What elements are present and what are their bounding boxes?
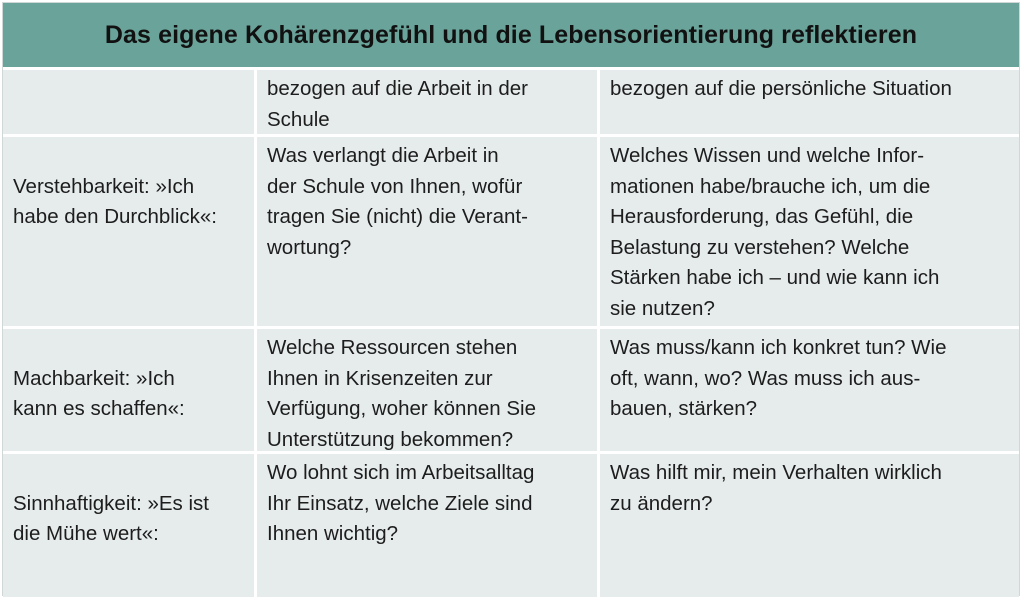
header-cell-work: bezogen auf die Arbeit in der Schule bbox=[257, 70, 597, 134]
header-cell-empty bbox=[3, 70, 254, 134]
row-sublabel bbox=[13, 325, 246, 326]
row-label-cell bbox=[3, 454, 254, 597]
row-label: Machbarkeit: »Ich kann es schaffen«: bbox=[13, 366, 185, 421]
row-label: Sinnhaftigkeit: »Es ist die Mühe wert«: bbox=[13, 491, 209, 546]
row-personal-cell: Was hilft mir, mein Verhalten wirklich zu ändern? bbox=[600, 454, 1019, 597]
spacer bbox=[13, 263, 246, 294]
header-cell-personal: bezogen auf die persönliche Situation bbox=[600, 70, 1019, 134]
row-work-cell: Welche Ressourcen stehen Ihnen in Krisenzeiten zur Verfügung, woher können Sie Unterstützung bekommen? bbox=[257, 329, 597, 451]
row-label-cell bbox=[3, 329, 254, 451]
row-personal-cell: Was muss/kann ich konkret tun? Wie oft, wann, wo? Was muss ich aus- bauen, stärken? bbox=[600, 329, 1019, 451]
reflection-table bbox=[2, 2, 1020, 596]
table-title: Das eigene Kohärenzgefühl und die Lebensorientierung reflektieren bbox=[104, 20, 918, 49]
row-work-cell: Wo lohnt sich im Arbeitsalltag Ihr Einsatz, welche Ziele sind Ihnen wichtig? bbox=[257, 454, 597, 597]
row-label: Verstehbarkeit: »Ich habe den Durchblick«: bbox=[13, 174, 217, 229]
table-grid bbox=[3, 67, 1019, 597]
row-work-cell: Was verlangt die Arbeit in der Schule von Ihnen, wofür tragen Sie (nicht) die Verant- wortung? bbox=[257, 137, 597, 326]
row-personal-cell: Welches Wissen und welche Infor- mationen habe/brauche ich, um die Herausforderung, das Gefühl, die Belastung zu verstehen? Welche Stärken habe ich – und wie kann ich sie nutzen? bbox=[600, 137, 1019, 326]
spacer bbox=[13, 580, 246, 597]
row-label-cell bbox=[3, 137, 254, 326]
title-bar bbox=[3, 3, 1019, 67]
